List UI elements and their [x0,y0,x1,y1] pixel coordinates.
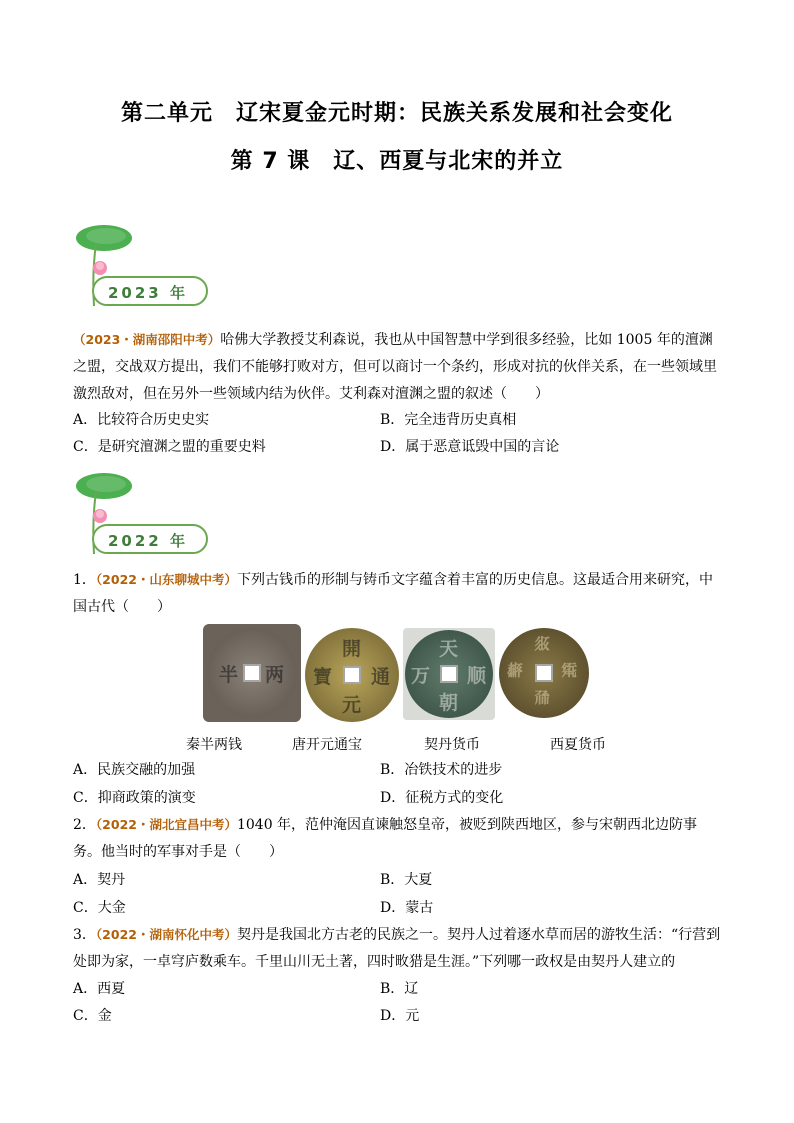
year-label: 2022 年 [108,532,188,550]
coin-qin-banliang [203,624,301,722]
coin-caption: 唐开元通宝 [292,737,362,753]
question-text: 哈佛大学教授艾利森说，我也从中国智慧中学到很多经验，比如 1005 年的澶渊之盟，交战双方提出，我们不能够打败对方，但可以商讨一个条约，形成对抗的伙伴关系，在一些领域里激烈敌对，但在另外一些领域内结为伙伴。艾利森对澶渊之盟的叙述（ ） [73,332,717,402]
option-a: A．民族交融的加强 [73,762,196,778]
option-c: C．大金 [73,900,126,916]
coin-caption: 西夏货币 [550,737,606,753]
coin-char: 半 [219,664,239,686]
option-d: D．元 [380,1008,420,1024]
coin-char: 朝 [439,692,459,714]
coin-char: 𗼇 [534,634,551,653]
option-b: B．辽 [380,981,419,997]
year-marker-2023 [74,222,214,308]
question-text: 下列古钱币的形制与铸币文字蕴含着丰富的历史信息。这最适合用来研究，中国古代（ ） [73,572,713,615]
question-source: （2022・山东聊城中考） [95,572,237,587]
option-b: B．完全违背历史真相 [380,412,517,428]
question-2 [73,811,723,866]
year-marker-2022 [74,470,214,556]
coin-char: 天 [439,638,459,660]
option-a: A．比较符合历史史实 [73,412,210,428]
question-source: （2022・湖南怀化中考） [95,927,237,942]
coin-caption: 秦半两钱 [186,737,242,753]
year-label: 2023 年 [108,284,188,302]
coin-char: 通 [371,666,391,688]
coin-char: 两 [265,664,285,686]
coin-western-xia [499,628,589,718]
option-c: C．金 [73,1008,112,1024]
option-b: B．冶铁技术的进步 [380,762,503,778]
lesson-title: 第 7 课 辽、西夏与北宋的并立 [230,149,564,174]
question-text: 契丹是我国北方古老的民族之一。契丹人过着逐水草而居的游牧生活：“行营到处即为家，一卓穹庐数乘车。千里山川无土著，四时畋猎是生涯。”下列哪一政权是由契丹人建立的 [73,927,721,970]
option-c: C．是研究澶渊之盟的重要史料 [73,439,266,455]
question-number: 2． [73,817,96,833]
coin-char: 𗋕 [561,661,578,680]
coin-char: 開 [342,638,362,660]
question-source: （2022・湖北宜昌中考） [95,817,237,832]
coin-khitan [403,628,495,720]
coin-char: 顺 [467,665,487,687]
option-c: C．抑商政策的演变 [73,790,196,806]
question-source: （2023・湖南邵阳中考） [73,332,221,347]
coin-char: 元 [342,694,362,716]
option-a: A．契丹 [73,872,126,888]
coin-char: 寶 [313,666,333,688]
question-number: 1． [73,572,96,588]
option-b: B．大夏 [380,872,433,888]
option-d: D．属于恶意诋毁中国的言论 [380,439,560,455]
unit-title: 第二单元 辽宋夏金元时期：民族关系发展和社会变化 [120,101,673,126]
question-3 [73,921,723,976]
question-2023 [73,326,723,408]
question-1 [73,566,723,621]
option-d: D．征税方式的变化 [380,790,504,806]
option-d: D．蒙古 [380,900,434,916]
coin-char: 𗗙 [534,688,551,707]
option-a: A．西夏 [73,981,126,997]
coin-caption: 契丹货币 [424,737,480,753]
question-text: 1040 年，范仲淹因直谏触怒皇帝，被贬到陕西地区，参与宋朝西北边防事务。他当时的军事对手是（ ） [73,817,698,860]
coin-tang-kaiyuan [305,628,399,722]
coin-char: 万 [411,665,431,687]
coin-char: 𘓄 [507,661,524,680]
question-number: 3． [73,927,96,943]
